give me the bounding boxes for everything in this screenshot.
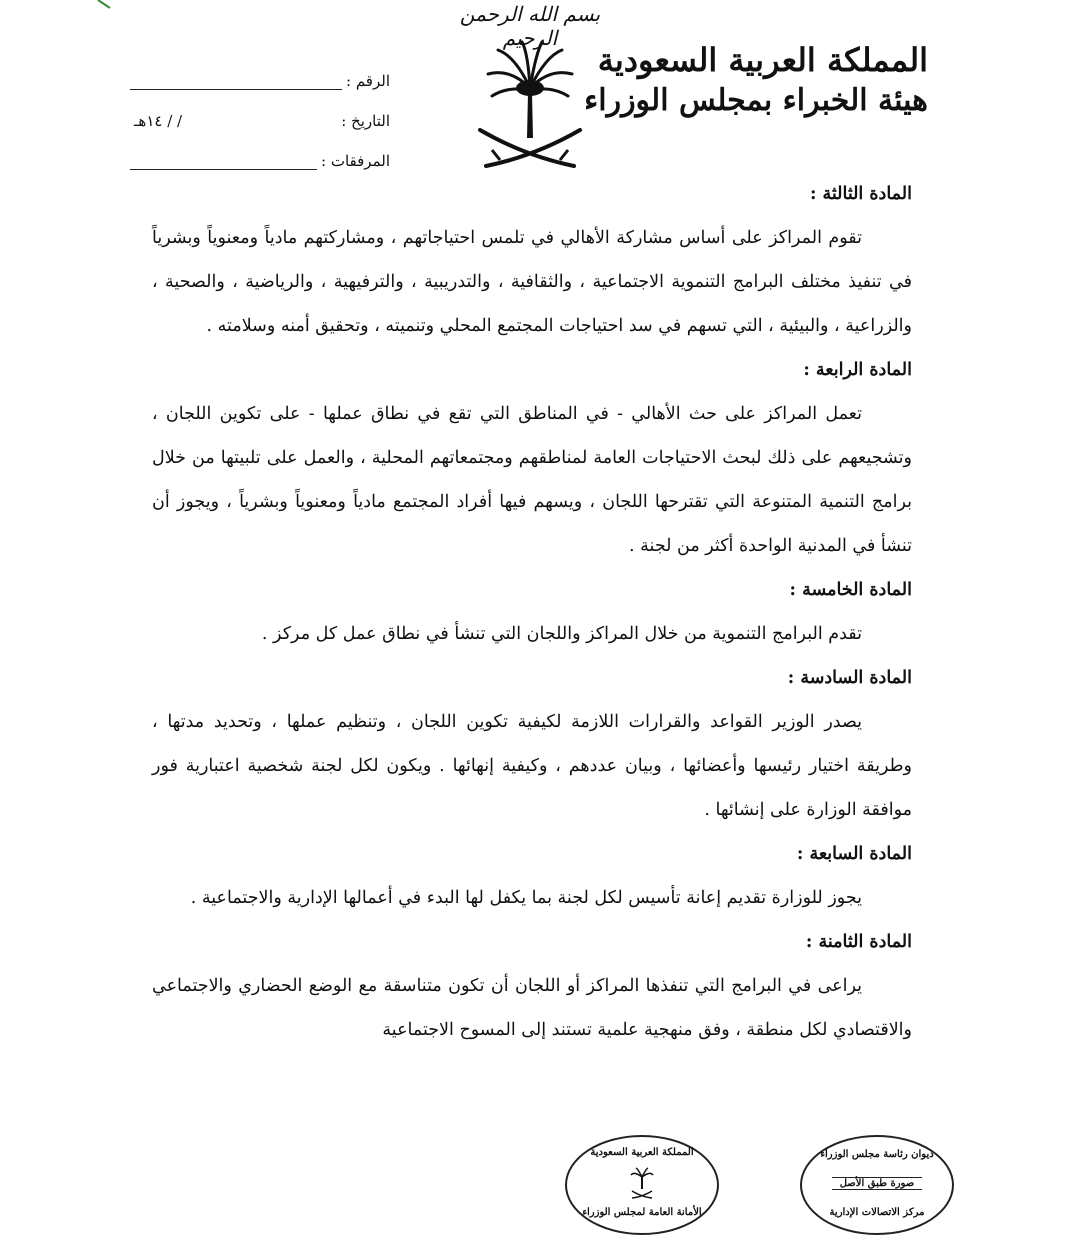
article-8-text: يراعى في البرامج التي تنفذها المراكز أو اللجان أن تكون متناسقة مع الوضع الحضاري والاجتماعي والاقتصادي لكل منطقة ، وفق منهجية علمية تستند إلى المسوح الاجتماعية	[152, 976, 912, 1040]
attachments-line	[130, 153, 317, 170]
article-3-text: تقوم المراكز على أساس مشاركة الأهالي في تلمس احتياجاتهم ، ومشاركتهم مادياً ومعنوياً وبشرياً في تنفيذ مختلف البرامج التنموية الاجتماعية ، والثقافية ، والتدريبية ، والترفيهية ، والرياضية ، والصحية ، والزراعية ، والبيئية ، التي تسهم في سد احتياجات المجتمع المحلي وتنميته ، وتحقيق أمنه وسلامته .	[152, 228, 912, 336]
letterhead	[584, 40, 928, 122]
saudi-emblem-icon	[470, 38, 590, 173]
article-5-heading: المادة الخامسة :	[789, 580, 912, 600]
country-name: المملكة العربية السعودية	[597, 41, 928, 79]
stamp-right-top: ديوان رئاسة مجلس الوزراء	[820, 1149, 934, 1160]
article-7-heading: المادة السابعة :	[796, 844, 912, 864]
article-5-text: تقدم البرامج التنموية من خلال المراكز واللجان التي تنشأ في نطاق عمل كل مركز .	[261, 624, 862, 644]
secretariat-stamp	[565, 1135, 719, 1235]
attachments-row	[130, 130, 390, 170]
certified-copy-stamp	[800, 1135, 954, 1235]
authority-name: هيئة الخبراء بمجلس الوزراء	[584, 83, 928, 118]
stamp-right-bottom: مركز الاتصالات الإدارية	[829, 1207, 925, 1218]
article-7-text: يجوز للوزارة تقديم إعانة تأسيس لكل لجنة بما يكفل لها البدء في أعمالها الإدارية والاجتماعية .	[190, 888, 862, 908]
date-row	[130, 90, 390, 130]
stamp-right-middle: صورة طبق الأصل	[832, 1177, 922, 1190]
reference-block	[130, 50, 390, 170]
number-line	[130, 73, 342, 90]
article-4-text: تعمل المراكز على حث الأهالي - في المناطق التي تقع في نطاق عملها - على تكوين اللجان ، وتشجيعهم على ذلك لبحث الاحتياجات العامة لمناطقهم ومجتمعاتهم المحلية ، والعمل على تلبيتها من خلال برامج التنمية المتنوعة التي تقترحها اللجان ، ويسهم فيها أفراد المجتمع مادياً ومعنوياً وبشرياً ، ويجوز أن تنشأ في المدنية الواحدة أكثر من لجنة .	[152, 404, 912, 556]
date-value: / / ١٤هـ	[134, 112, 183, 130]
number-label: الرقم :	[346, 72, 390, 90]
attachments-label: المرفقات :	[321, 152, 390, 170]
stamp-left-bottom: الأمانة العامة لمجلس الوزراء	[582, 1207, 702, 1218]
article-8-heading: المادة الثامنة :	[805, 932, 912, 952]
article-6-text: يصدر الوزير القواعد والقرارات اللازمة لكيفية تكوين اللجان ، وتنظيم عملها ، وتحديد مدتها ، وطريقة اختيار رئيسها وأعضائها ، وبيان عددهم ، وكيفية إنهائها . ويكون لكل لجنة شخصية اعتبارية فور موافقة الوزارة على إنشائها .	[152, 712, 912, 820]
document-body	[152, 172, 912, 1052]
article-4-heading: المادة الرابعة :	[803, 360, 912, 380]
number-row	[130, 50, 390, 90]
article-6-heading: المادة السادسة :	[787, 668, 912, 688]
stamp-left-top: المملكة العربية السعودية	[590, 1147, 694, 1158]
basmala: بسم الله الرحمن الرحيم	[459, 2, 601, 50]
stamp-emblem-icon	[630, 1167, 654, 1199]
article-3-heading: المادة الثالثة :	[809, 184, 912, 204]
date-label: التاريخ :	[341, 112, 390, 130]
corner-mark	[0, 0, 120, 14]
